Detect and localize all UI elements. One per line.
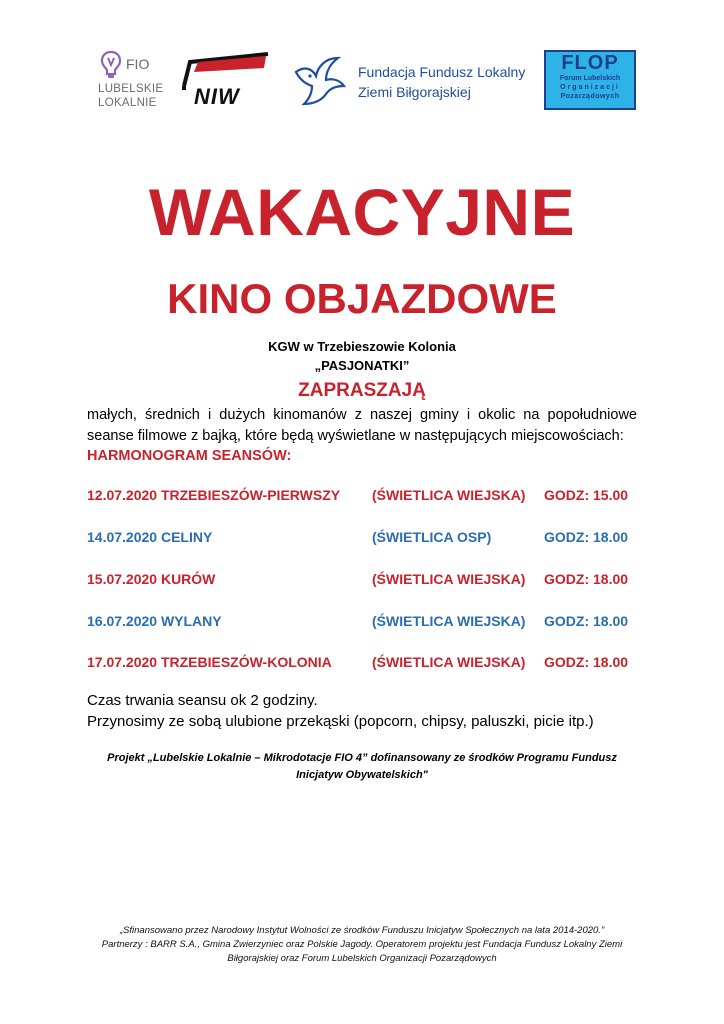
- schedule-heading: HARMONOGRAM SEANSÓW:: [87, 448, 292, 464]
- project-funding-note: [80, 750, 644, 784]
- flop-logo-line3: Pozarządowych: [560, 93, 620, 100]
- dove-icon: [290, 52, 348, 110]
- project-line2: Inicjatyw Obywatelskich": [296, 769, 428, 781]
- schedule-row: [87, 651, 647, 673]
- footer-line3: Biłgorajskiej oraz Forum Lubelskich Organizacji Pozarządowych: [227, 953, 497, 964]
- schedule-time: GODZ: 18.00: [544, 613, 629, 629]
- schedule-row: [87, 484, 647, 506]
- schedule-row: [87, 526, 647, 548]
- organizer-line2: „PASJONATKI”: [314, 358, 410, 373]
- fio-logo: [98, 48, 168, 118]
- snacks-note: Przynosimy ze sobą ulubione przekąski (popcorn, chipsy, paluszki, picie itp.): [87, 713, 594, 730]
- poster-title: WAKACYJNE: [148, 175, 576, 249]
- schedule-place: 16.07.2020 WYLANY: [87, 613, 222, 629]
- schedule-venue: (ŚWIETLICA WIEJSKA): [372, 487, 526, 503]
- lightbulb-icon: [100, 50, 122, 80]
- schedule-venue: (ŚWIETLICA WIEJSKA): [372, 613, 526, 629]
- duration-note: Czas trwania seansu ok 2 godziny.: [87, 692, 318, 709]
- flop-logo-line1: Forum Lubelskich: [559, 75, 621, 82]
- fio-subtitle-line2: LOKALNIE: [98, 97, 157, 109]
- fio-logo-name: FIO: [126, 56, 150, 72]
- schedule-venue: (ŚWIETLICA WIEJSKA): [372, 571, 526, 587]
- schedule-place: 14.07.2020 CELINY: [87, 529, 213, 545]
- organizer-line1: KGW w Trzebieszowie Kolonia: [268, 339, 456, 354]
- schedule-place: 17.07.2020 TRZEBIESZÓW-KOLONIA: [87, 654, 332, 670]
- flop-logo: [544, 50, 636, 110]
- footer-line1: „Sfinansowano przez Narodowy Instytut Wolności ze środków Funduszu Inicjatyw Społecznych na lata 2014-2020.”: [119, 925, 605, 936]
- niw-logo-name: NIW: [194, 84, 240, 109]
- sponsor-logos: [0, 44, 724, 116]
- footer-line2: Partnerzy : BARR S.A., Gmina Zwierzyniec oraz Polskie Jagody. Operatorem projektu jest Fundacja Fundusz Lokalny Ziemi: [101, 939, 623, 950]
- invite-heading: ZAPRASZAJĄ: [298, 380, 426, 401]
- schedule-time: GODZ: 15.00: [544, 487, 629, 503]
- schedule-venue: (ŚWIETLICA WIEJSKA): [372, 654, 526, 670]
- flop-logo-title: FLOP: [561, 52, 619, 74]
- schedule-row: [87, 568, 647, 590]
- project-line1: Projekt „Lubelskie Lokalnie – Mikrodotacje FIO 4” dofinansowany ze środków Programu Fundusz: [107, 752, 617, 764]
- niw-logo: [180, 50, 272, 114]
- flop-logo-line2: Organizacji: [560, 84, 620, 91]
- footer-credits: [70, 924, 654, 966]
- schedule-time: GODZ: 18.00: [544, 529, 629, 545]
- schedule-place: 12.07.2020 TRZEBIESZÓW-PIERWSZY: [87, 487, 341, 503]
- schedule-time: GODZ: 18.00: [544, 571, 629, 587]
- fundacja-logo-line1: Fundacja Fundusz Lokalny: [358, 64, 526, 80]
- fundacja-logo: [290, 52, 530, 112]
- poster-subtitle: KINO OBJAZDOWE: [167, 275, 557, 322]
- intro-paragraph: małych, średnich i dużych kinomanów z naszej gminy i okolic na popołudniowe seanse filmowe z bajką, które będą wyświetlane w następujących miejscowościach:: [87, 407, 637, 444]
- schedule-venue: (ŚWIETLICA OSP): [372, 529, 492, 545]
- fundacja-logo-line2: Ziemi Biłgorajskiej: [358, 84, 471, 100]
- schedule-time: GODZ: 18.00: [544, 654, 629, 670]
- fio-subtitle-line1: LUBELSKIE: [98, 83, 164, 95]
- fio-logo-subtitle: [98, 82, 163, 110]
- schedule-row: [87, 610, 647, 632]
- schedule-place: 15.07.2020 KURÓW: [87, 571, 216, 587]
